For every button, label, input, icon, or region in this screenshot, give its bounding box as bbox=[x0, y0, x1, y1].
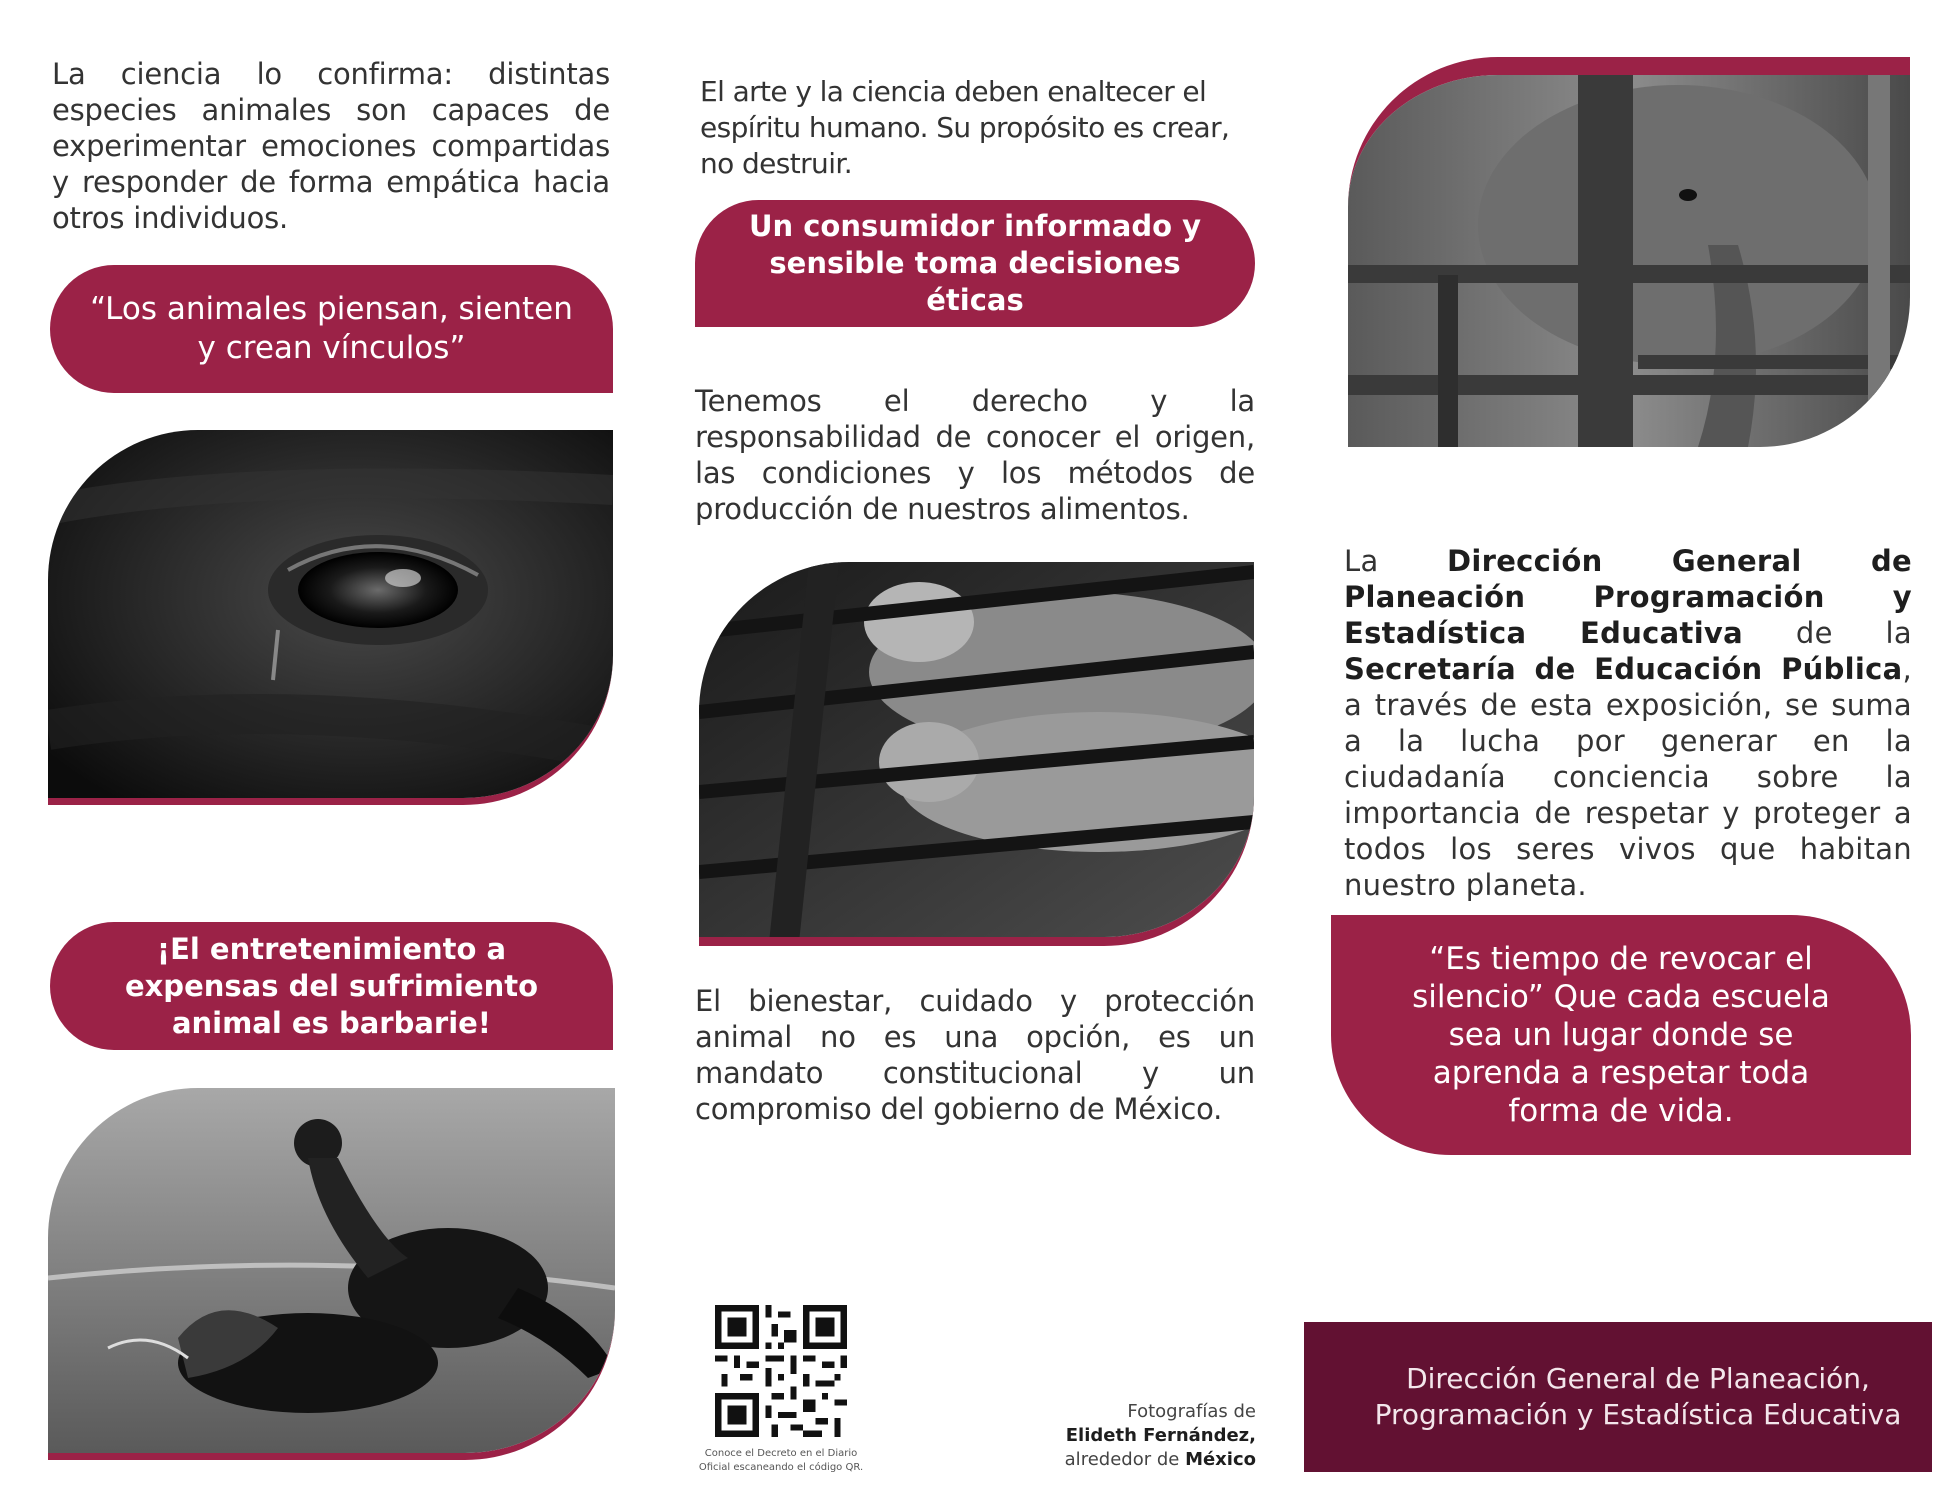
intro-paragraph-art-science: El arte y la ciencia deben enaltecer el espíritu humano. Su propósito es crear, no destruir. bbox=[700, 75, 1230, 180]
qr-code[interactable] bbox=[715, 1305, 847, 1437]
quote-banner-revoke-silence: “Es tiempo de revocar el silencio” Que cada escuela sea un lugar donde se aprenda a respetar toda forma de vida. bbox=[1331, 915, 1911, 1155]
intro-paragraph-science: La ciencia lo confirma: distintas especies animales son capaces de experimentar emociones compartidas y responder de forma empática hacia otros individuos. bbox=[52, 57, 610, 235]
org-name-sep: Secretaría de Educación Pública bbox=[1344, 652, 1903, 686]
credit-photographer: Elideth Fernández, bbox=[1065, 1425, 1256, 1446]
qr-caption bbox=[670, 1447, 892, 1475]
qr-caption-line1: Conoce el Decreto en el Diario bbox=[704, 1448, 858, 1459]
para-la: La bbox=[1344, 544, 1447, 578]
credit-line3-prefix: alrededor de bbox=[1064, 1449, 1186, 1470]
footer-institution-block bbox=[1304, 1322, 1932, 1472]
paragraph-animal-welfare-mandate: El bienestar, cuidado y protección animal no es una opción, es un mandato constitucional y un compromiso del gobierno de México. bbox=[695, 984, 1255, 1126]
credit-country: México bbox=[1185, 1449, 1256, 1470]
credit-line1: Fotografías de bbox=[1127, 1401, 1256, 1422]
photo-roosters bbox=[48, 1088, 615, 1460]
quote-banner-entertainment: ¡El entretenimiento a expensas del sufrimiento animal es barbarie! bbox=[50, 922, 613, 1050]
paragraph-food-origin: Tenemos el derecho y la responsabilidad de conocer el origen, las condiciones y los métodos de producción de nuestros alimentos. bbox=[695, 384, 1255, 526]
qr-caption-line2: Oficial escaneando el código QR. bbox=[698, 1462, 864, 1473]
para-delas: de la bbox=[1743, 616, 1912, 650]
quote-banner-animals-feel: “Los animales piensan, sienten y crean vínculos” bbox=[50, 265, 613, 393]
paragraph-dgppee-exhibition bbox=[1344, 543, 1912, 903]
footer-line2: Programación y Estadística Educativa bbox=[1374, 1398, 1902, 1431]
footer-line1: Dirección General de Planeación, bbox=[1406, 1362, 1870, 1395]
org-name-dgppee: Dirección General de Planeación Programación y Estadística Educativa bbox=[1344, 544, 1912, 650]
photo-elephant-fence bbox=[1348, 57, 1910, 447]
para-rest: , a través de esta exposición, se suma a la lucha por generar en la ciudadanía conciencia sobre la importancia de respetar y proteger a todos los seres vivos que habitan nuestro planeta. bbox=[1344, 652, 1912, 902]
photo-animal-eye bbox=[48, 430, 613, 805]
photo-credit bbox=[1000, 1400, 1256, 1472]
photo-pigs-cage bbox=[699, 562, 1254, 946]
banner-informed-consumer: Un consumidor informado y sensible toma decisiones éticas bbox=[695, 200, 1255, 327]
